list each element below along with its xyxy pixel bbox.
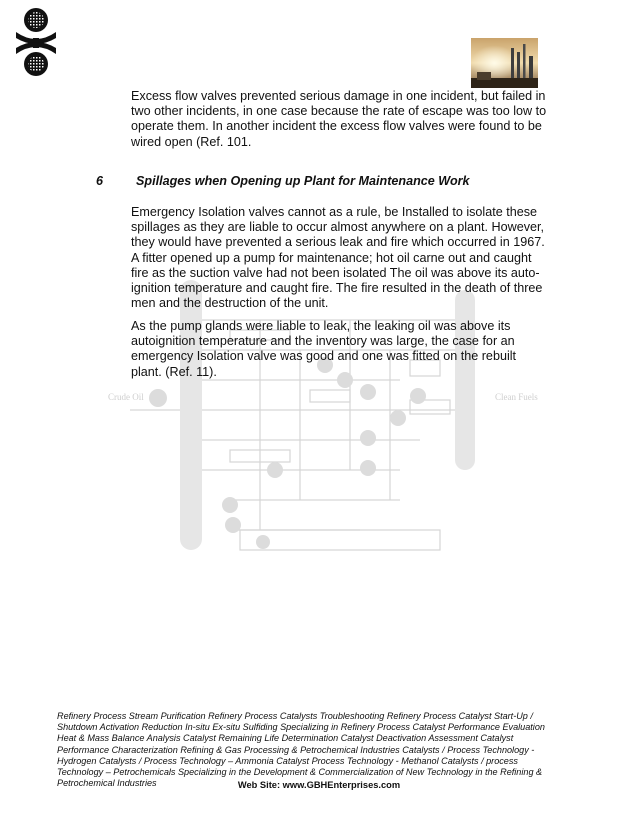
section-heading: Spillages when Opening up Plant for Maintenance Work [136, 174, 470, 188]
company-logo [12, 6, 60, 78]
footer-website: Web Site: www.GBHEnterprises.com [237, 780, 401, 790]
refinery-photo [471, 38, 538, 88]
paragraph-excess-flow-valves: Excess flow valves prevented serious damage in one incident, but failed in two other incidents, in one case because the rate of escape was too low to operate them. In another incident the excess flow valves were found to be wired open (Ref. 101. [131, 89, 547, 149]
section-number: 6 [96, 174, 104, 188]
paragraph-emergency-isolation: Emergency Isolation valves cannot as a rule, be Installed to isolate these spillages as they are liable to occur almost anywhere on a plant. However, they would have prevented a serious leak and fire which occurred in 1967. A fitter opened up a pump for maintenance; hot oil carne out and caught fire as the suction valve had not been isolated The oil was above its auto-ignition temperature and caught fire. The fire resulted in the death of three men and the destruction of the unit. [131, 205, 545, 311]
footer-services-description: Refinery Process Stream Purification Refinery Process Catalysts Troubleshooting Refinery Process Catalyst Start-Up / Shutdown Activation Reduction In-situ Ex-situ Sulfiding Specializing in Refinery Process Catalyst Performance Evaluation Heat & Mass Balance Analysis Catalyst Remaining Life Determination Catalyst Deactivation Assessment Catalyst Performance Characterization Refining & Gas Processing & Petrochemical Industries Catalysts / Process Technology - Hydrogen Catalysts / Process Technology – Ammonia Catalyst Process Technology - Methanol Catalysts / process Technology – Petrochemicals Specializing in the Development & Commercialization of New Technology in the Refining & Petrochemical Industries [57, 711, 545, 789]
paragraph-pump-glands: As the pump glands were liable to leak, the leaking oil was above its autoignition temperature and the inventory was large, the case for an emergency Isolation valve was good and one was fitted on the rebuilt plant. (Ref. 11). [131, 319, 517, 379]
watermark-label-left: Crude Oil [108, 392, 144, 402]
watermark-label-right: Clean Fuels [495, 392, 538, 402]
